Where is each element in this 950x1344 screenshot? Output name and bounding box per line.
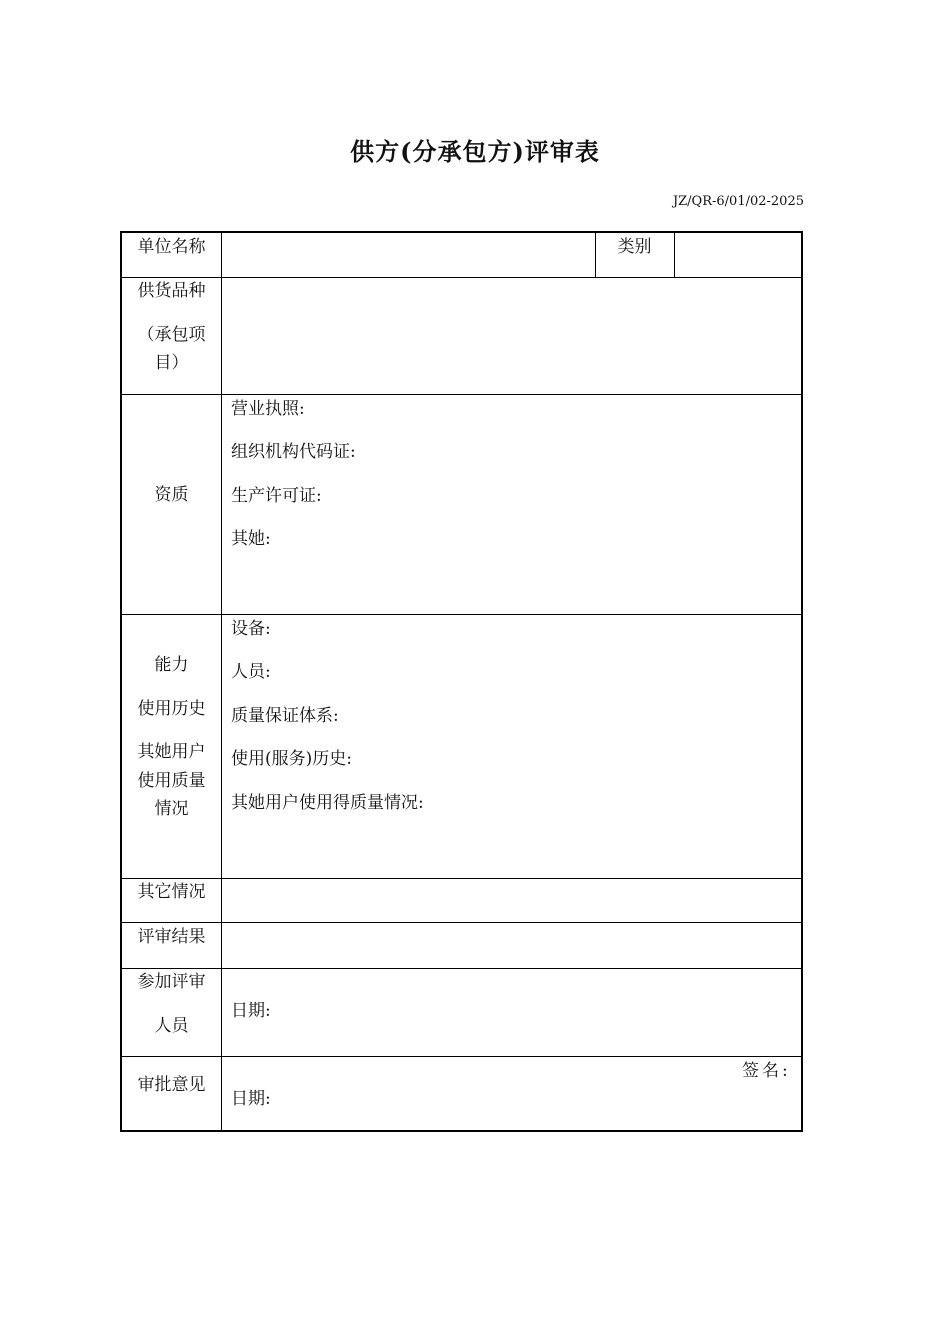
unit-name-field[interactable] [222, 233, 595, 277]
service-history-item: 使用(服务)历史: [231, 749, 352, 769]
other-situation-field[interactable] [222, 879, 801, 922]
supply-label-line1: 供货品种 [137, 281, 206, 301]
participants-label-line1: 参加评审 [137, 972, 206, 992]
capability-label-line2: 使用历史 [137, 699, 206, 719]
row-divider [122, 968, 801, 969]
row-divider [122, 1056, 801, 1057]
category-field[interactable] [675, 233, 801, 277]
org-code-item: 组织机构代码证: [231, 442, 356, 462]
production-permit-item: 生产许可证: [231, 486, 322, 506]
other-qualification-item: 其她: [231, 529, 271, 549]
capability-label-line3: 其她用户 [137, 742, 206, 762]
business-license-item: 营业执照: [231, 399, 305, 419]
approval-date-label: 日期: [231, 1089, 271, 1109]
qualification-label: 资质 [154, 485, 189, 505]
supply-label-line2: （承包项 [137, 325, 206, 345]
review-form-table [120, 231, 803, 1132]
other-situation-label: 其它情况 [137, 882, 206, 902]
unit-name-label: 单位名称 [137, 237, 206, 257]
personnel-item: 人员: [231, 662, 271, 682]
capability-label-line5: 情况 [154, 799, 189, 819]
signature-label: 签名: [742, 1061, 791, 1081]
capability-label-line4: 使用质量 [137, 771, 206, 791]
supply-field[interactable] [222, 278, 801, 394]
form-title: 供方(分承包方)评审表 [350, 137, 600, 166]
quality-system-item: 质量保证体系: [231, 706, 339, 726]
review-result-label: 评审结果 [137, 927, 206, 947]
other-users-quality-item: 其她用户使用得质量情况: [231, 793, 424, 813]
participants-label-line2: 人员 [154, 1016, 189, 1036]
participants-date-label: 日期: [231, 1001, 271, 1021]
capability-label-line1: 能力 [154, 655, 189, 675]
approval-label: 审批意见 [137, 1075, 206, 1095]
review-result-field[interactable] [222, 923, 801, 968]
row-divider [122, 394, 801, 395]
supply-label-line3: 目） [154, 353, 189, 373]
category-label: 类别 [617, 237, 652, 257]
equipment-item: 设备: [231, 619, 271, 639]
row-divider [122, 614, 801, 615]
document-number: JZ/QR-6/01/02-2025 [672, 194, 804, 209]
